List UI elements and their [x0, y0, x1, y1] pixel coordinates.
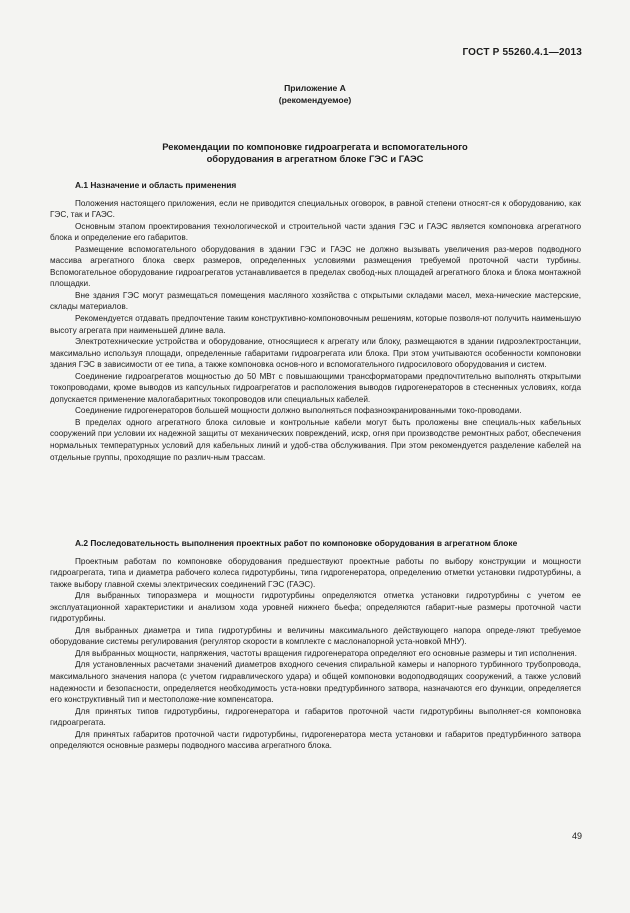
section-a1	[50, 180, 581, 463]
title-line-1: Рекомендации по компоновке гидроагрегата и вспомогательного	[162, 141, 468, 152]
paragraph: Проектным работам по компоновке оборудования предшествуют проектные работы по выбору конструкции и мощности гидроагрегата, типа и диаметра рабочего колеса гидротурбины, типа гидрогенератора, определению отметки установки гидротурбины, а также выбору главной схемы электрических соединений ГЭС (ГАЭС).	[50, 556, 581, 589]
paragraph: Для выбранных диаметра и типа гидротурбины и величины максимального действующего напора опреде-ляют требуемое оборудование системы регулирования (регулятор скорости в комплекте с маслонапорной уста-новкой МНУ).	[50, 625, 581, 647]
paragraph: Для принятых типов гидротурбины, гидрогенератора и габаритов проточной части гидротурбины выполняет-ся компоновка гидроагрегата.	[50, 706, 581, 728]
paragraph: Соединение гидроагрегатов мощностью до 50 МВт с повышающими трансформаторами предпочтительно выполнять открытыми токопроводами, кроме выводов из капсульных гидроагрегатов и расположения выводов гидрогенераторов в стесненных условиях, когда допускается применение малогабаритных токопроводов или специальных кабелей.	[50, 371, 581, 404]
paragraph: Основным этапом проектирования технологической и строительной части здания ГЭС и ГАЭС является компоновка агрегатного блока и определение его габаритов.	[50, 221, 581, 243]
paragraph: Рекомендуется отдавать предпочтение таким конструктивно-компоновочным решениям, которые позволя-ют получить наименьшую высоту агрегата при наименьшей длине вала.	[50, 314, 581, 335]
paragraph: В пределах одного агрегатного блока силовые и контрольные кабели могут быть проложены вне специаль-ных кабельных сооружений при условии их надежной защиты от механических повреждений, искр, огня при производстве ремонтных работ, обеспечения нормальных температурных условий для кабельных линий и удоб-ства обслуживания. При этом рекомендуется разделение кабелей на отдельные группы, проходящие по различ-ным трассам.	[50, 417, 581, 462]
paragraph: Размещение вспомогательного оборудования в здании ГЭС и ГАЭС не должно вызывать увеличения раз-меров подводного массива агрегатного блока сверх размеров, определенных условиями размещения требуемой проточной части турбины. Вспомогательное оборудование гидроагрегатов устанавливается в пределах свобод-ных площадей агрегатного блока и блока монтажной площадки.	[50, 244, 581, 289]
page-number: 49	[571, 831, 582, 841]
paragraph: Положения настоящего приложения, если не приводится специальных оговорок, в равной степени относят-ся к оборудованию, как ГЭС, так и ГАЭС.	[50, 198, 581, 220]
appendix-title	[60, 141, 570, 165]
paragraph: Электротехнические устройства и оборудование, относящиеся к агрегату или блоку, размещаются в здании гидроэлектростанции, максимально используя площади, определенные габаритами гидроагрегата или блока. При этом учитываются особенности компоновки здания ГЭС в зависимости от ее типа, а также компоновка основ-ного и вспомогательного гидросилового оборудования и систем.	[50, 337, 581, 370]
section-a2-heading: А.2 Последовательность выполнения проектных работ по компоновке оборудования в агрегатном блоке	[75, 538, 518, 548]
appendix-status: (рекомендуемое)	[278, 95, 352, 105]
section-a1-heading: А.1 Назначение и область применения	[75, 180, 237, 190]
section-a2	[50, 538, 581, 752]
appendix-label: Приложение А	[284, 83, 346, 93]
title-line-2: оборудования в агрегатном блоке ГЭС и ГАЭС	[206, 153, 424, 164]
paragraph: Для принятых габаритов проточной части гидротурбины, гидрогенератора места установки и габаритов предтурбинного затвора определяются основные размеры подводного массива агрегатного блока.	[50, 729, 581, 751]
paragraph: Для выбранных мощности, напряжения, частоты вращения гидрогенератора определяют его основные размеры и тип исполнения.	[75, 648, 577, 658]
appendix-heading	[0, 82, 630, 106]
paragraph: Для выбранных типоразмера и мощности гидротурбины определяются отметка установки гидротурбины с учетом ее эксплуатационной характеристики и анализом хода уровней нижнего бьефа; определяются габарит-ные размеры проточной части гидротурбины.	[50, 591, 581, 624]
paragraph: Соединение гидрогенераторов большей мощности должно выполняться пофазноэкранированными токо-проводами.	[75, 406, 522, 416]
paragraph: Для установленных расчетами значений диаметров входного сечения спиральной камеры и напорного турбинного трубопровода, максимального значения напора (с учетом гидравлического удара) и общей компоновки водоподводящих сооружений, а также условий надежности и безопасности, определяется необходимость уста-новки предтурбинного затвора, назначаются его функции, определяется его конструктивный тип и местоположе-ние компенсатора.	[50, 660, 581, 705]
paragraph: Вне здания ГЭС могут размещаться помещения масляного хозяйства с открытыми складами масел, меха-нические мастерские, склады материалов.	[50, 290, 581, 312]
document-code: ГОСТ Р 55260.4.1—2013	[462, 47, 582, 58]
